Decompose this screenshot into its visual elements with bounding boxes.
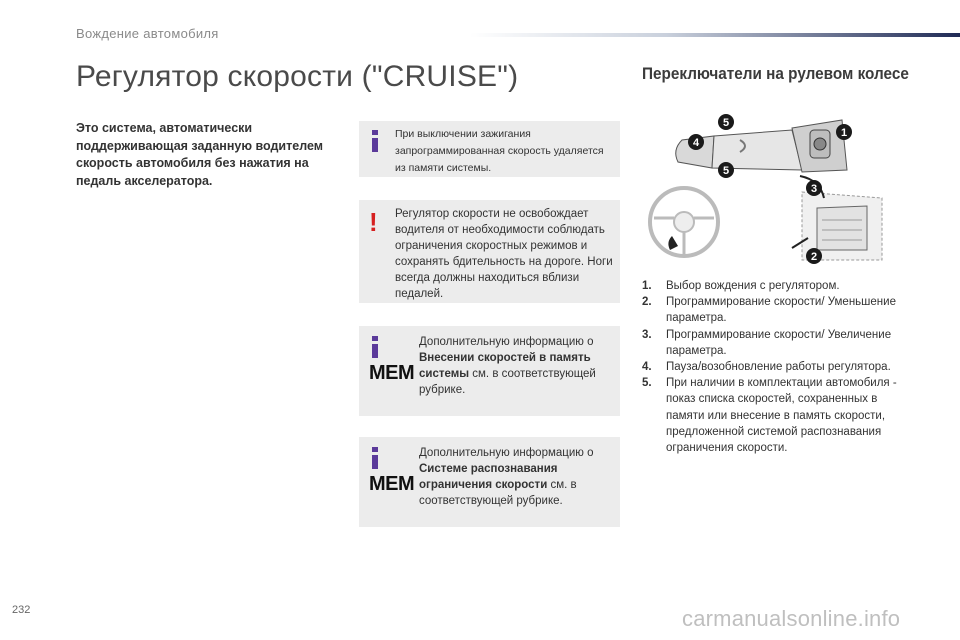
callout-3 bbox=[806, 180, 822, 196]
note-ignition bbox=[359, 121, 620, 177]
stalk-side-view-illustration bbox=[792, 176, 882, 260]
note-speed-recognition bbox=[359, 437, 620, 527]
controls-legend bbox=[642, 278, 902, 456]
note-recognition-text: Дополнительную информацию о Системе распознавания ограничения скорости см. в соответствующей рубрике. bbox=[419, 447, 594, 507]
callout-1 bbox=[836, 124, 852, 140]
note-memory-text: Дополнительную информацию о Внесении скоростей в память системы см. в соответствующей рубрике. bbox=[419, 336, 596, 396]
steering-controls-figure bbox=[642, 110, 892, 270]
svg-text:5: 5 bbox=[722, 117, 730, 129]
link-memory-speeds: Внесении скоростей в память системы bbox=[419, 352, 591, 380]
page-title: Регулятор скорости ("CRUISE") bbox=[76, 60, 519, 93]
callout-4 bbox=[688, 134, 704, 150]
steering-title: Переключатели на рулевом колесе bbox=[642, 64, 909, 83]
section-header: Вождение автомобиля bbox=[76, 26, 219, 41]
callout-5-bottom bbox=[718, 162, 734, 178]
legend-item: 1. Выбор вождения с регулятором. bbox=[642, 280, 840, 292]
legend-item: 3. Программирование скорости/ Увеличение параметра. bbox=[642, 328, 892, 357]
svg-text:5: 5 bbox=[722, 165, 730, 177]
mem-icon: MEM bbox=[369, 473, 415, 495]
callout-2 bbox=[806, 248, 822, 264]
note-memory-speeds bbox=[359, 326, 620, 416]
intro-text: Это система, автоматически поддерживающая заданную водителем скорость автомобиля без нажатия на педаль акселератора. bbox=[76, 121, 324, 188]
legend-item: 2. Программирование скорости/ Уменьшение параметра. bbox=[642, 296, 896, 325]
legend-item: 4. Пауза/возобновление работы регулятора. bbox=[642, 361, 891, 374]
steering-wheel-illustration bbox=[650, 188, 718, 256]
page-number: 232 bbox=[12, 604, 31, 616]
svg-text:2: 2 bbox=[810, 251, 818, 263]
warning-icon: ! bbox=[369, 207, 378, 237]
mem-icon: MEM bbox=[369, 362, 415, 384]
svg-text:4: 4 bbox=[692, 137, 700, 149]
svg-text:3: 3 bbox=[810, 183, 818, 195]
header-bar bbox=[470, 33, 960, 37]
link-speed-recognition: Системе распознавания ограничения скорости bbox=[419, 463, 558, 491]
note-warning bbox=[359, 200, 620, 303]
legend-item: 5. При наличии в комплектации автомобиля - показ списка скоростей, сохраненных в памяти или внесение в память скорости, предложенной системой распознавания ограничения скорости. bbox=[642, 377, 897, 455]
note-ignition-text: При выключении зажигания запрограммированная скорость удаляется из памяти системы. bbox=[395, 128, 604, 174]
svg-text:1: 1 bbox=[840, 127, 848, 139]
watermark: carmanualsonline.info bbox=[682, 606, 901, 631]
note-warning-text: Регулятор скорости не освобождает водителя от необходимости соблюдать ограничения скоростных режимов и сохранять бдительность на дороге. Ноги всегда должны находиться вблизи педалей. bbox=[395, 208, 613, 300]
callout-5-top bbox=[718, 114, 734, 130]
